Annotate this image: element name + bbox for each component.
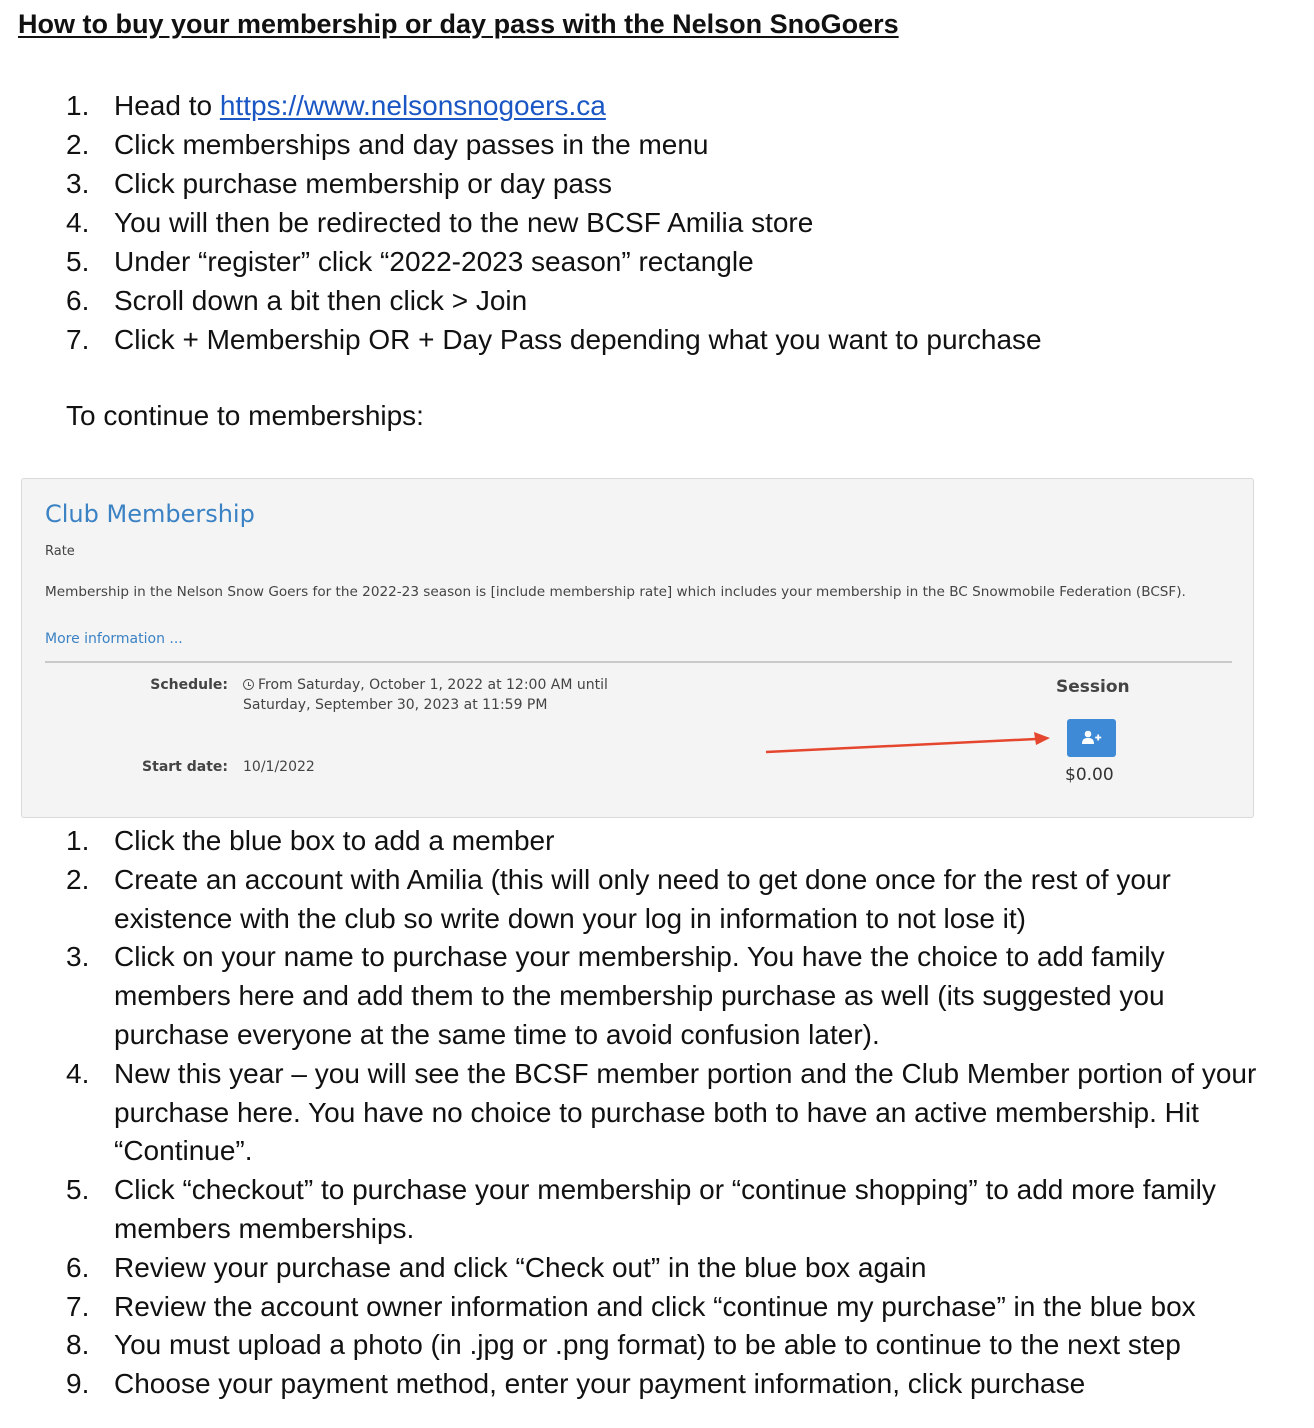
step-number: 1.: [66, 825, 90, 856]
step-number: 7.: [66, 1290, 90, 1322]
schedule-label: Schedule:: [150, 677, 228, 693]
steps-list-bottom: [66, 822, 1271, 1404]
list-item: [66, 861, 1271, 939]
step-text: Click purchase membership or day pass: [114, 168, 612, 199]
start-date-label: Start date:: [142, 759, 228, 775]
step-text: Click on your name to purchase your membership. You have the choice to add family members here and add them to the membership purchase as well (its suggested you purchase everyone at the same time to avoid confusion later).: [114, 941, 1165, 1050]
step-text: Under “register” click “2022-2023 season” rectangle: [114, 246, 754, 277]
schedule-line-1: From Saturday, October 1, 2022 at 12:00 AM until: [258, 677, 608, 693]
rate-label: Rate: [45, 544, 75, 559]
card-title: Club Membership: [45, 500, 255, 528]
step-text: Scroll down a bit then click > Join: [114, 285, 528, 316]
list-item: [66, 203, 1042, 242]
clock-icon: [243, 679, 254, 690]
more-information-link[interactable]: More information ...: [45, 631, 183, 647]
add-user-icon: [1082, 730, 1102, 746]
step-text: You will then be redirected to the new BCSF Amilia store: [114, 207, 814, 238]
add-member-button[interactable]: [1067, 719, 1116, 757]
steps-list-top: [66, 86, 1042, 359]
step-text: Click + Membership OR + Day Pass depending what you want to purchase: [114, 324, 1042, 355]
step-number: 4.: [66, 207, 90, 238]
step-text: Click the blue box to add a member: [114, 825, 555, 856]
step-number: 4.: [66, 1057, 90, 1089]
step-text: You must upload a photo (in .jpg or .png format) to be able to continue to the next step: [114, 1329, 1181, 1361]
step-number: 6.: [66, 1251, 90, 1283]
step-number: 3.: [66, 941, 90, 973]
schedule-value: [243, 675, 608, 715]
step-text: Create an account with Amilia (this will only need to get done once for the rest of your existence with the club so write down your log in information to not lose it): [114, 863, 1171, 934]
step-number: 5.: [66, 246, 90, 277]
step-text: Click “checkout” to purchase your membership or “continue shopping” to add more family members memberships.: [114, 1174, 1216, 1244]
step-text: Head to: [114, 90, 220, 121]
list-item: [66, 1365, 1271, 1404]
session-price: $0.00: [1065, 765, 1114, 785]
list-item: [66, 164, 1042, 203]
list-item: [66, 1249, 1271, 1288]
club-membership-card: [21, 478, 1254, 818]
list-item: [66, 1171, 1271, 1249]
start-date-value: 10/1/2022: [243, 759, 315, 775]
step-text: Review the account owner information and click “continue my purchase” in the blue box: [114, 1290, 1196, 1322]
membership-description: Membership in the Nelson Snow Goers for the 2022-23 season is [include membership rate] which includes your membership in the BC Snowmobile Federation (BCSF).: [45, 584, 1186, 600]
list-item: [66, 1326, 1271, 1365]
list-item: [66, 320, 1042, 359]
list-item: [66, 1288, 1271, 1327]
step-number: 7.: [66, 324, 90, 355]
list-item: [66, 1055, 1271, 1171]
step-number: 1.: [66, 90, 90, 121]
step-number: 8.: [66, 1329, 90, 1361]
arrow-right-icon: [764, 725, 1054, 755]
step-number: 5.: [66, 1174, 90, 1206]
divider: [45, 661, 1232, 663]
list-item: [66, 242, 1042, 281]
list-item: [66, 125, 1042, 164]
list-item: [66, 822, 1271, 861]
step-text: New this year – you will see the BCSF member portion and the Club Member portion of your purchase here. You have no choice to purchase both to have an active membership. Hit “Continue”.: [114, 1057, 1257, 1167]
continue-heading: To continue to memberships:: [66, 400, 424, 431]
step-text: Click memberships and day passes in the menu: [114, 129, 709, 160]
session-label: Session: [1056, 677, 1130, 697]
step-number: 9.: [66, 1368, 90, 1400]
list-item: [66, 281, 1042, 320]
step-number: 2.: [66, 129, 90, 160]
schedule-line-2: Saturday, September 30, 2023 at 11:59 PM: [243, 697, 548, 713]
step-text: Review your purchase and click “Check out” in the blue box again: [114, 1251, 927, 1283]
document-title: How to buy your membership or day pass with the Nelson SnoGoers: [18, 9, 899, 39]
step-number: 3.: [66, 168, 90, 199]
step-number: 6.: [66, 285, 90, 316]
website-link[interactable]: https://www.nelsonsnogoers.ca: [219, 90, 606, 121]
list-item: [66, 86, 1042, 125]
list-item: [66, 938, 1271, 1054]
step-text: Choose your payment method, enter your payment information, click purchase: [114, 1368, 1086, 1400]
step-number: 2.: [66, 863, 90, 895]
